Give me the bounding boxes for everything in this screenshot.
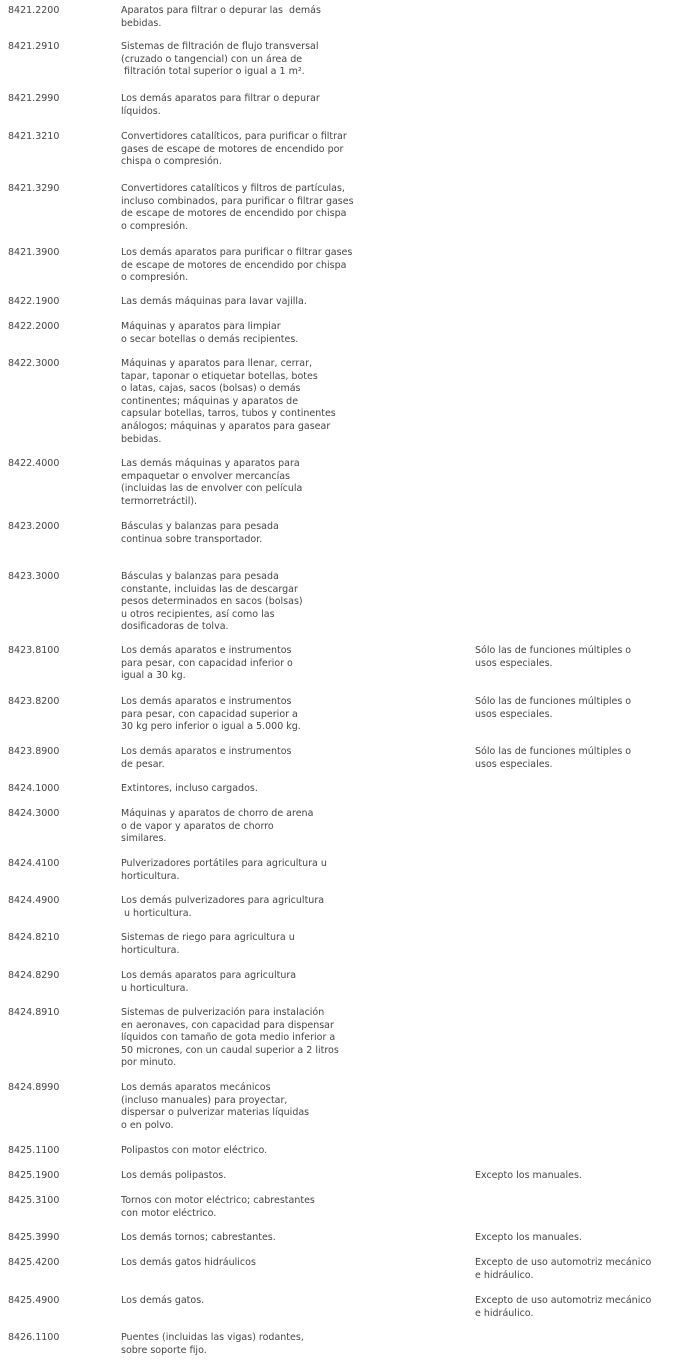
tariff-code: 8426.1100 <box>8 1332 60 1343</box>
tariff-code: 8423.8100 <box>8 645 60 656</box>
tariff-code: 8423.2000 <box>8 521 60 532</box>
description: Pulverizadores portátiles para agricultura u horticultura. <box>121 858 327 882</box>
description: Los demás aparatos mecánicos (incluso manuales) para proyectar, dispersar o pulverizar materias líquidas o en polvo. <box>121 1082 310 1131</box>
description: Sistemas de riego para agricultura u horticultura. <box>121 932 295 956</box>
description: Sistemas de pulverización para instalación en aeronaves, con capacidad para dispensar líquidos con tamaño de gota medio inferior a 50 micrones, con un caudal superior a 2 litros por minuto. <box>121 1007 339 1069</box>
note: Sólo las de funciones múltiples o usos especiales. <box>475 746 632 770</box>
tariff-code: 8424.8210 <box>8 932 60 943</box>
description: Los demás aparatos para purificar o filtrar gases de escape de motores de encendido por chispa o compresión. <box>121 247 353 284</box>
description: Convertidores catalíticos y filtros de partículas, incluso combinados, para purificar o filtrar gases de escape de motores de encendido por chispa o compresión. <box>121 183 354 232</box>
description: Máquinas y aparatos para limpiar o secar botellas o demás recipientes. <box>121 321 299 345</box>
tariff-code: 8424.1000 <box>8 783 60 794</box>
description: Básculas y balanzas para pesada continua sobre transportador. <box>121 521 279 545</box>
note: Excepto de uso automotriz mecánico e hidráulico. <box>475 1257 652 1281</box>
description: Máquinas y aparatos para llenar, cerrar, tapar, taponar o etiquetar botellas, botes o latas, cajas, sacos (bolsas) o demás continentes; máquinas y aparatos de capsular botellas, tarros, tubos y continentes análogos; máquinas y aparatos para gasear bebidas. <box>121 358 336 445</box>
description: Los demás pulverizadores para agricultura u horticultura. <box>121 895 325 919</box>
tariff-code: 8421.2990 <box>8 93 60 104</box>
description: Básculas y balanzas para pesada constante, incluidas las de descargar pesos determinados en sacos (bolsas) u otros recipientes, así como las dosificadoras de tolva. <box>121 571 303 633</box>
description: Los demás aparatos para filtrar o depurar líquidos. <box>121 93 320 117</box>
tariff-code: 8423.3000 <box>8 571 60 582</box>
tariff-code: 8425.1100 <box>8 1145 60 1156</box>
tariff-code: 8424.4100 <box>8 858 60 869</box>
tariff-code: 8421.2200 <box>8 5 60 16</box>
description: Las demás máquinas para lavar vajilla. <box>121 296 307 307</box>
tariff-code: 8423.8200 <box>8 696 60 707</box>
note: Excepto de uso automotriz mecánico e hidráulico. <box>475 1295 652 1319</box>
tariff-code: 8424.8990 <box>8 1082 60 1093</box>
tariff-code: 8421.2910 <box>8 41 60 52</box>
description: Los demás tornos; cabrestantes. <box>121 1232 276 1243</box>
note: Sólo las de funciones múltiples o usos especiales. <box>475 696 632 720</box>
description: Máquinas y aparatos de chorro de arena o de vapor y aparatos de chorro similares. <box>121 808 314 845</box>
description: Extintores, incluso cargados. <box>121 783 258 794</box>
description: Tornos con motor eléctrico; cabrestantes con motor eléctrico. <box>121 1195 315 1219</box>
tariff-code: 8425.4200 <box>8 1257 60 1268</box>
description: Convertidores catalíticos, para purificar o filtrar gases de escape de motores de encendido por chispa o compresión. <box>121 131 347 168</box>
tariff-code: 8424.3000 <box>8 808 60 819</box>
tariff-code: 8421.3290 <box>8 183 60 194</box>
tariff-code: 8423.8900 <box>8 746 60 757</box>
description: Los demás gatos. <box>121 1295 205 1306</box>
tariff-code: 8425.3990 <box>8 1232 60 1243</box>
tariff-code: 8422.3000 <box>8 358 60 369</box>
description: Las demás máquinas y aparatos para empaquetar o envolver mercancías (incluidas las de envolver con película termorretráctil). <box>121 458 303 507</box>
note: Excepto los manuales. <box>475 1170 582 1181</box>
tariff-code: 8424.4900 <box>8 895 60 906</box>
tariff-code: 8421.3900 <box>8 247 60 258</box>
tariff-code: 8424.8290 <box>8 970 60 981</box>
description: Los demás gatos hidráulicos <box>121 1257 256 1268</box>
description: Aparatos para filtrar o depurar las demás bebidas. <box>121 5 321 29</box>
tariff-code: 8425.4900 <box>8 1295 60 1306</box>
description: Sistemas de filtración de flujo transversal (cruzado o tangencial) con un área de filtración total superior o igual a 1 m². <box>121 41 319 78</box>
description: Los demás aparatos e instrumentos para pesar, con capacidad superior a 30 kg pero inferior o igual a 5.000 kg. <box>121 696 301 733</box>
description: Polipastos con motor eléctrico. <box>121 1145 268 1156</box>
tariff-code: 8422.4000 <box>8 458 60 469</box>
tariff-code: 8421.3210 <box>8 131 60 142</box>
tariff-code: 8422.1900 <box>8 296 60 307</box>
tariff-code: 8422.2000 <box>8 321 60 332</box>
tariff-code: 8424.8910 <box>8 1007 60 1018</box>
note: Sólo las de funciones múltiples o usos especiales. <box>475 645 632 669</box>
description: Puentes (incluidas las vigas) rodantes, sobre soporte fijo. <box>121 1332 304 1356</box>
tariff-code: 8425.3100 <box>8 1195 60 1206</box>
description: Los demás aparatos para agricultura u horticultura. <box>121 970 297 994</box>
description: Los demás aparatos e instrumentos para pesar, con capacidad inferior o igual a 30 kg. <box>121 645 293 682</box>
description: Los demás aparatos e instrumentos de pesar. <box>121 746 292 770</box>
description: Los demás polipastos. <box>121 1170 227 1181</box>
tariff-code: 8425.1900 <box>8 1170 60 1181</box>
note: Excepto los manuales. <box>475 1232 582 1243</box>
